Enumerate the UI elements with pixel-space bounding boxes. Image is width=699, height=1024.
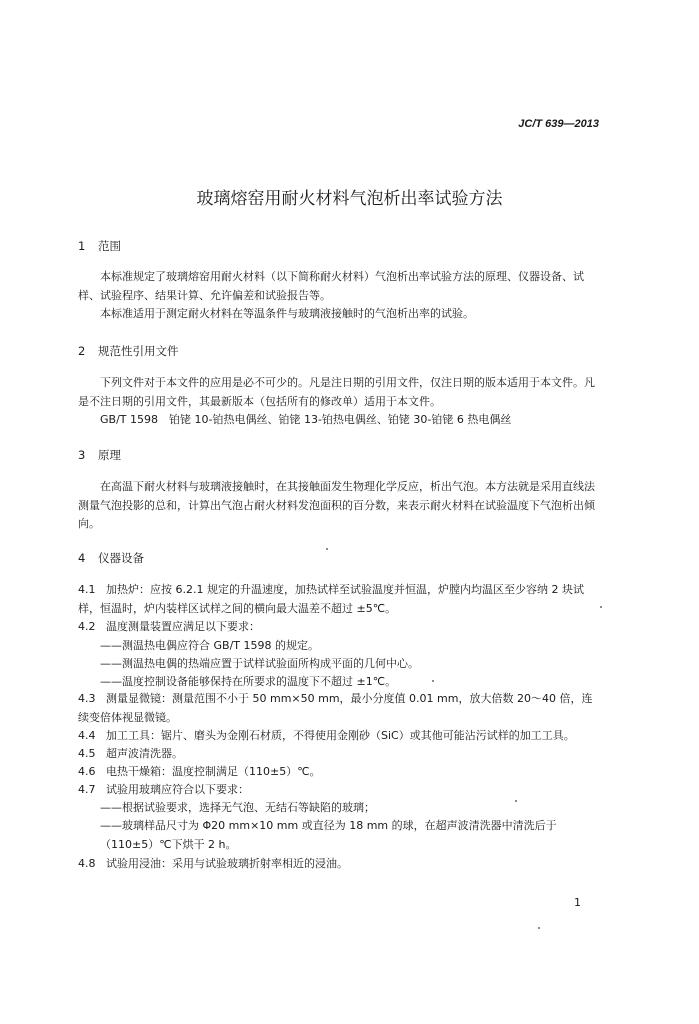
section-2-para-1: 下列文件对于本文件的应用是必不可少的。凡是注日期的引用文件，仅注日期的版本适用于本文件。凡是不注日期的引用文件，其最新版本（包括所有的修改单）适用于本文件。	[78, 376, 595, 408]
section-2-reference: GB/T 1598 铂铑 10-铂热电偶丝、铂铑 13-铂热电偶丝、铂铑 30-铂铑 6 热电偶丝	[100, 413, 512, 426]
document-title: 玻璃熔窑用耐火材料气泡析出率试验方法	[196, 189, 503, 209]
item-4-2-a: ——测温热电偶应符合 GB/T 1598 的规定。	[100, 639, 319, 652]
item-4-1: 4.1 加热炉：应按 6.2.1 规定的升温速度，加热试样至试验温度并恒温，炉膛内均温区至少容纳 2 块试样，恒温时，炉内装样区试样之间的横向最大温差不超过 ±5℃。	[78, 583, 584, 615]
scan-speck	[515, 800, 517, 802]
scan-speck	[600, 606, 602, 608]
section-1-heading: 1 范围	[78, 239, 121, 253]
item-4-3: 4.3 测量显微镜：测量范围不小于 50 mm×50 mm，最小分度值 0.01 mm，放大倍数 20～40 倍，连续变倍体视显微镜。	[78, 692, 593, 724]
scan-speck	[432, 680, 434, 682]
item-4-7-b: ——玻璃样品尺寸为 Φ20 mm×10 mm 或直径为 18 mm 的球，在超声波清洗器中清洗后于（110±5）℃下烘干 2 h。	[100, 819, 557, 851]
item-4-6: 4.6 电热干燥箱：温度控制满足（110±5）℃。	[78, 765, 321, 778]
item-4-2-b: ——测温热电偶的热端应置于试样试验面所构成平面的几何中心。	[100, 657, 419, 670]
standard-code: JC/T 639—2013	[518, 118, 599, 130]
section-3-para-1: 在高温下耐火材料与玻璃液接触时，在其接触面发生物理化学反应，析出气泡。本方法就是采用直线法测量气泡投影的总和，计算出气泡占耐火材料发泡面积的百分数，来表示耐火材料在试验温度下气泡析出倾向。	[78, 480, 595, 530]
item-4-7: 4.7 试验用玻璃应符合以下要求：	[78, 783, 249, 796]
section-1-para-2: 本标准适用于测定耐火材料在等温条件与玻璃液接触时的气泡析出率的试验。	[100, 307, 474, 320]
item-4-2-c: ——温度控制设备能够保持在所要求的温度下不超过 ±1℃。	[100, 675, 397, 688]
item-4-5: 4.5 超声波清洗器。	[78, 747, 183, 760]
item-4-8: 4.8 试验用浸油：采用与试验玻璃折射率相近的浸油。	[78, 857, 348, 870]
item-4-7-a: ——根据试验要求，选择无气泡、无结石等缺陷的玻璃；	[100, 801, 375, 814]
item-4-4: 4.4 加工工具：锯片、磨头为金刚石材质，不得使用金刚砂（SiC）或其他可能沾污试样的加工工具。	[78, 729, 575, 742]
scan-speck	[538, 927, 540, 929]
page-number: 1	[574, 896, 581, 909]
scan-speck	[326, 548, 328, 550]
section-2-heading: 2 规范性引用文件	[78, 344, 179, 358]
section-1-para-1: 本标准规定了玻璃熔窑用耐火材料（以下简称耐火材料）气泡析出率试验方法的原理、仪器设备、试样、试验程序、结果计算、允许偏差和试验报告等。	[78, 270, 584, 302]
section-3-heading: 3 原理	[78, 448, 121, 462]
item-4-2: 4.2 温度测量装置应满足以下要求：	[78, 620, 260, 633]
section-4-heading: 4 仪器设备	[78, 551, 144, 565]
